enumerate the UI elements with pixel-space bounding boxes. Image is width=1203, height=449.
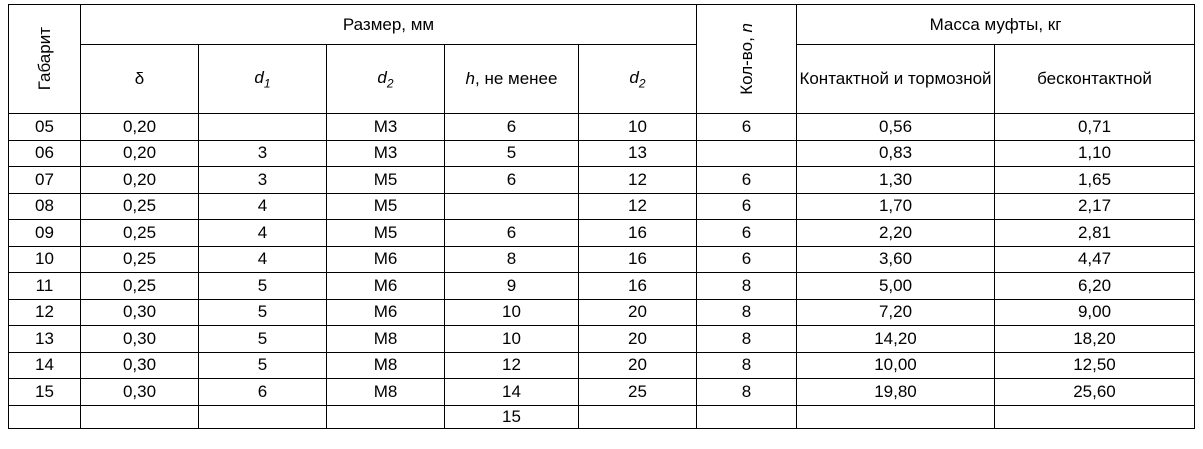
- cell-d2b: 20: [579, 352, 697, 379]
- cell-massa-kontaktnoi: 1,70: [797, 193, 995, 220]
- header-kolvo: Кол-во, n: [697, 5, 797, 114]
- cell-d2b: 20: [579, 326, 697, 353]
- cell-h: 6: [445, 167, 579, 194]
- table-row: [9, 246, 1195, 273]
- header-massa-beskontaktnoi: бесконтактной: [995, 45, 1195, 114]
- cell-n: 6: [697, 114, 797, 141]
- cell-n: 8: [697, 379, 797, 406]
- cell-gabarit: 15: [9, 379, 81, 406]
- cell-d2b: 12: [579, 193, 697, 220]
- header-row-groups: [9, 5, 1195, 45]
- cell-d2a: М3: [327, 114, 445, 141]
- table-row: [9, 273, 1195, 300]
- cell-d2a: М8: [327, 352, 445, 379]
- cell-delta: 0,30: [81, 352, 199, 379]
- cell-d1: 3: [199, 140, 327, 167]
- cell-massa-kontaktnoi: 10,00: [797, 352, 995, 379]
- cell-n: 8: [697, 352, 797, 379]
- table-row: [9, 299, 1195, 326]
- table-row: [9, 167, 1195, 194]
- cell-massa-beskontaktnoi: [995, 405, 1195, 428]
- cell-delta: 0,25: [81, 273, 199, 300]
- cell-d2a: М5: [327, 193, 445, 220]
- cell-delta: 0,30: [81, 299, 199, 326]
- cell-gabarit: 07: [9, 167, 81, 194]
- table-row: [9, 114, 1195, 141]
- header-d2-a: $d_2$: [327, 45, 445, 114]
- cell-massa-kontaktnoi: 19,80: [797, 379, 995, 406]
- cell-delta: 0,25: [81, 193, 199, 220]
- header-h: h, не менее: [445, 45, 579, 114]
- cell-d2b: 16: [579, 246, 697, 273]
- cell-h: 10: [445, 299, 579, 326]
- cell-gabarit: 05: [9, 114, 81, 141]
- cell-massa-kontaktnoi: 3,60: [797, 246, 995, 273]
- cell-d2b: 12: [579, 167, 697, 194]
- cell-massa-beskontaktnoi: 4,47: [995, 246, 1195, 273]
- cell-n: [697, 405, 797, 428]
- cell-n: 6: [697, 167, 797, 194]
- cell-d1: 6: [199, 379, 327, 406]
- cell-gabarit: 10: [9, 246, 81, 273]
- cell-massa-kontaktnoi: 14,20: [797, 326, 995, 353]
- cell-h: 14: [445, 379, 579, 406]
- cell-gabarit: 14: [9, 352, 81, 379]
- cell-gabarit: 11: [9, 273, 81, 300]
- table-header: [9, 5, 1195, 114]
- header-massa-kontaktnoi: Контактной и тормозной: [797, 45, 995, 114]
- cell-gabarit: 13: [9, 326, 81, 353]
- cell-n: 8: [697, 299, 797, 326]
- cell-delta: 0,25: [81, 220, 199, 247]
- cell-delta: 0,20: [81, 140, 199, 167]
- cell-d1: 4: [199, 246, 327, 273]
- cell-d2b: 16: [579, 273, 697, 300]
- specification-table: [8, 4, 1195, 429]
- cell-massa-beskontaktnoi: 6,20: [995, 273, 1195, 300]
- cell-d2a: М5: [327, 167, 445, 194]
- cell-h: 12: [445, 352, 579, 379]
- cell-gabarit: [9, 405, 81, 428]
- cell-d2b: 13: [579, 140, 697, 167]
- table-row: [9, 352, 1195, 379]
- cell-massa-beskontaktnoi: 9,00: [995, 299, 1195, 326]
- cell-d2a: М8: [327, 326, 445, 353]
- cell-massa-kontaktnoi: [797, 405, 995, 428]
- table-row: [9, 193, 1195, 220]
- cell-d1: [199, 405, 327, 428]
- table-row: [9, 140, 1195, 167]
- cell-d2b: 16: [579, 220, 697, 247]
- cell-d1: 5: [199, 326, 327, 353]
- cell-h: 8: [445, 246, 579, 273]
- cell-delta: 0,25: [81, 246, 199, 273]
- cell-d2b: 20: [579, 299, 697, 326]
- cell-d1: [199, 114, 327, 141]
- cell-delta: 0,20: [81, 114, 199, 141]
- cell-gabarit: 08: [9, 193, 81, 220]
- cell-h: 9: [445, 273, 579, 300]
- cell-massa-kontaktnoi: 0,83: [797, 140, 995, 167]
- cell-d1: 5: [199, 352, 327, 379]
- cell-d2a: М8: [327, 379, 445, 406]
- cell-gabarit: 09: [9, 220, 81, 247]
- cell-d2b: 10: [579, 114, 697, 141]
- cell-d1: 5: [199, 273, 327, 300]
- cell-d1: 4: [199, 220, 327, 247]
- header-delta: δ: [81, 45, 199, 114]
- cell-d2a: М6: [327, 299, 445, 326]
- table-row: [9, 405, 1195, 428]
- cell-massa-kontaktnoi: 1,30: [797, 167, 995, 194]
- cell-massa-beskontaktnoi: 1,65: [995, 167, 1195, 194]
- cell-d2a: М6: [327, 246, 445, 273]
- table-row: [9, 220, 1195, 247]
- cell-d2b: 25: [579, 379, 697, 406]
- cell-n: 8: [697, 326, 797, 353]
- header-group-razmer: Размер, мм: [81, 5, 697, 45]
- header-row-subs: [9, 45, 1195, 114]
- cell-d1: 5: [199, 299, 327, 326]
- cell-massa-beskontaktnoi: 1,10: [995, 140, 1195, 167]
- cell-gabarit: 06: [9, 140, 81, 167]
- cell-h: [445, 193, 579, 220]
- cell-n: [697, 140, 797, 167]
- cell-d2a: М3: [327, 140, 445, 167]
- cell-d2b: [579, 405, 697, 428]
- table-row: [9, 326, 1195, 353]
- cell-n: 6: [697, 246, 797, 273]
- cell-h: 6: [445, 114, 579, 141]
- cell-n: 8: [697, 273, 797, 300]
- cell-h: 5: [445, 140, 579, 167]
- cell-h: 15: [445, 405, 579, 428]
- cell-d1: 3: [199, 167, 327, 194]
- cell-delta: 0,30: [81, 326, 199, 353]
- cell-massa-beskontaktnoi: 12,50: [995, 352, 1195, 379]
- cell-delta: [81, 405, 199, 428]
- header-gabarit: Габарит: [9, 5, 81, 114]
- cell-d2a: М5: [327, 220, 445, 247]
- cell-d2a: М6: [327, 273, 445, 300]
- cell-delta: 0,20: [81, 167, 199, 194]
- cell-massa-beskontaktnoi: 2,81: [995, 220, 1195, 247]
- cell-massa-kontaktnoi: 0,56: [797, 114, 995, 141]
- cell-d2a: [327, 405, 445, 428]
- cell-massa-beskontaktnoi: 25,60: [995, 379, 1195, 406]
- header-d2-b: $d_2$: [579, 45, 697, 114]
- cell-h: 6: [445, 220, 579, 247]
- cell-massa-kontaktnoi: 5,00: [797, 273, 995, 300]
- cell-gabarit: 12: [9, 299, 81, 326]
- cell-d1: 4: [199, 193, 327, 220]
- cell-h: 10: [445, 326, 579, 353]
- table-body: [9, 114, 1195, 429]
- table-row: [9, 379, 1195, 406]
- cell-massa-beskontaktnoi: 2,17: [995, 193, 1195, 220]
- cell-delta: 0,30: [81, 379, 199, 406]
- cell-n: 6: [697, 193, 797, 220]
- cell-massa-kontaktnoi: 7,20: [797, 299, 995, 326]
- cell-massa-kontaktnoi: 2,20: [797, 220, 995, 247]
- cell-massa-beskontaktnoi: 18,20: [995, 326, 1195, 353]
- header-group-massa: Масса муфты, кг: [797, 5, 1195, 45]
- cell-massa-beskontaktnoi: 0,71: [995, 114, 1195, 141]
- header-d1: $d_1$: [199, 45, 327, 114]
- cell-n: 6: [697, 220, 797, 247]
